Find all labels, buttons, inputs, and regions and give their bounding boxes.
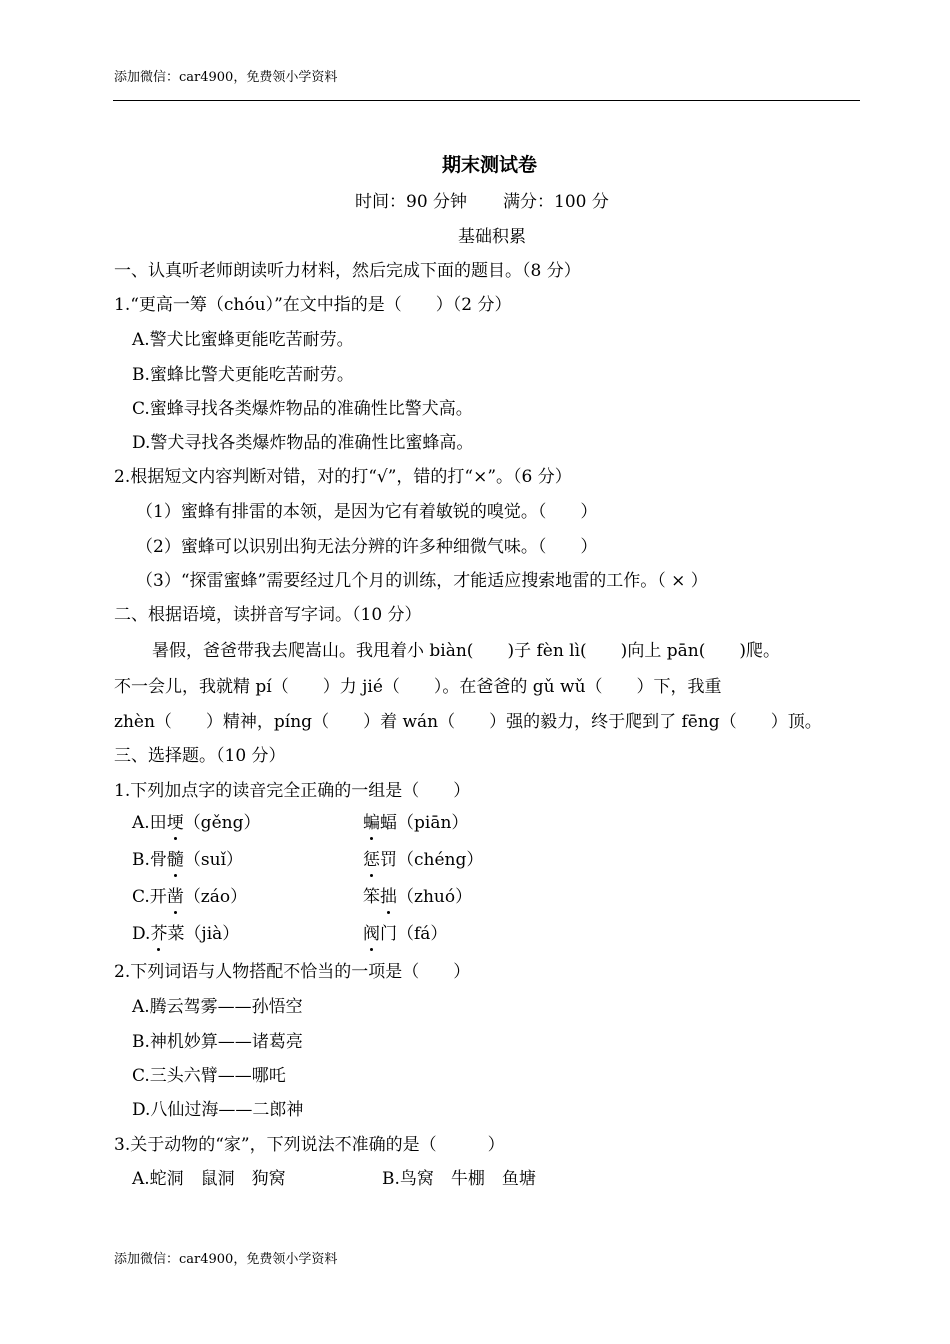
- part3-q3: 3.关于动物的“家”，下列说法不准确的是（ ）: [114, 1135, 505, 1155]
- part1-q1-option-d: D.警犬寻找各类爆炸物品的准确性比蜜蜂高。: [132, 433, 474, 453]
- part1-q2-item-2: （2）蜜蜂可以识别出狗无法分辨的许多种细微气味。（ ）: [136, 537, 598, 557]
- part3-q1-option-c-pair: 笨拙（zhuó）: [363, 887, 473, 907]
- part2-heading: 二、根据语境，读拼音写字词。（10 分）: [114, 605, 422, 625]
- part3-q1-option-b-pair: 惩罚（chéng）: [363, 850, 484, 870]
- page-header: 添加微信：car4900，免费领小学资料: [114, 70, 338, 85]
- part3-q2: 2.下列词语与人物搭配不恰当的一项是（ ）: [114, 962, 471, 982]
- part2-line-1: 暑假，爸爸带我去爬嵩山。我甩着小 biàn( )子 fèn lì( )向上 pān( )爬。: [152, 641, 780, 661]
- part3-q1-option-b: B.骨髓（suǐ）: [132, 850, 244, 870]
- part1-q2: 2.根据短文内容判断对错，对的打“√”，错的打“×”。（6 分）: [114, 467, 572, 487]
- part3-q3-option-b: B.鸟窝 牛棚 鱼塘: [382, 1169, 536, 1189]
- exam-time: 时间：90 分钟: [355, 192, 468, 212]
- exam-score: 满分：100 分: [503, 192, 609, 212]
- part3-q1-option-a: A.田埂（gěng）: [132, 813, 261, 833]
- header-divider: [113, 100, 860, 101]
- section-label: 基础积累: [458, 227, 526, 247]
- part3-q2-option-d: D.八仙过海——二郎神: [132, 1100, 304, 1120]
- part3-q1-option-d: D.芥菜（jià）: [132, 924, 240, 944]
- part3-q1-option-d-pair: 阀门（fá）: [363, 924, 448, 944]
- part3-q1: 1.下列加点字的读音完全正确的一组是（ ）: [114, 781, 471, 801]
- page-footer: 添加微信：car4900，免费领小学资料: [114, 1252, 338, 1267]
- part3-q2-option-b: B.神机妙算——诸葛亮: [132, 1032, 303, 1052]
- part3-q1-option-a-pair: 蝙蝠（piān）: [363, 813, 469, 833]
- part1-q2-item-3: （3）“探雷蜜蜂”需要经过几个月的训练，才能适应搜索地雷的工作。（ × ）: [136, 571, 708, 591]
- page-title: 期末测试卷: [442, 154, 538, 176]
- part3-q3-option-a: A.蛇洞 鼠洞 狗窝: [132, 1169, 286, 1189]
- part1-q2-item-1: （1）蜜蜂有排雷的本领，是因为它有着敏锐的嗅觉。（ ）: [136, 502, 598, 522]
- part1-q1-option-c: C.蜜蜂寻找各类爆炸物品的准确性比警犬高。: [132, 399, 473, 419]
- part2-line-2: 不一会儿，我就精 pí（ ）力 jié（ ）。在爸爸的 gǔ wǔ（ ）下，我重: [114, 677, 722, 697]
- part3-q2-option-a: A.腾云驾雾——孙悟空: [132, 997, 303, 1017]
- part1-q1: 1.“更高一筹（chóu）”在文中指的是（ ）（2 分）: [114, 295, 512, 315]
- part1-heading: 一、认真听老师朗读听力材料，然后完成下面的题目。（8 分）: [114, 261, 581, 281]
- part2-line-3: zhèn（ ）精神，píng（ ）着 wán（ ）强的毅力，终于爬到了 fēng（ ）顶。: [114, 712, 822, 732]
- part1-q1-option-a: A.警犬比蜜蜂更能吃苦耐劳。: [132, 330, 354, 350]
- part3-q2-option-c: C.三头六臂——哪吒: [132, 1066, 286, 1086]
- part3-heading: 三、选择题。（10 分）: [114, 746, 286, 766]
- part1-q1-option-b: B.蜜蜂比警犬更能吃苦耐劳。: [132, 365, 354, 385]
- part3-q1-option-c: C.开凿（záo）: [132, 887, 248, 907]
